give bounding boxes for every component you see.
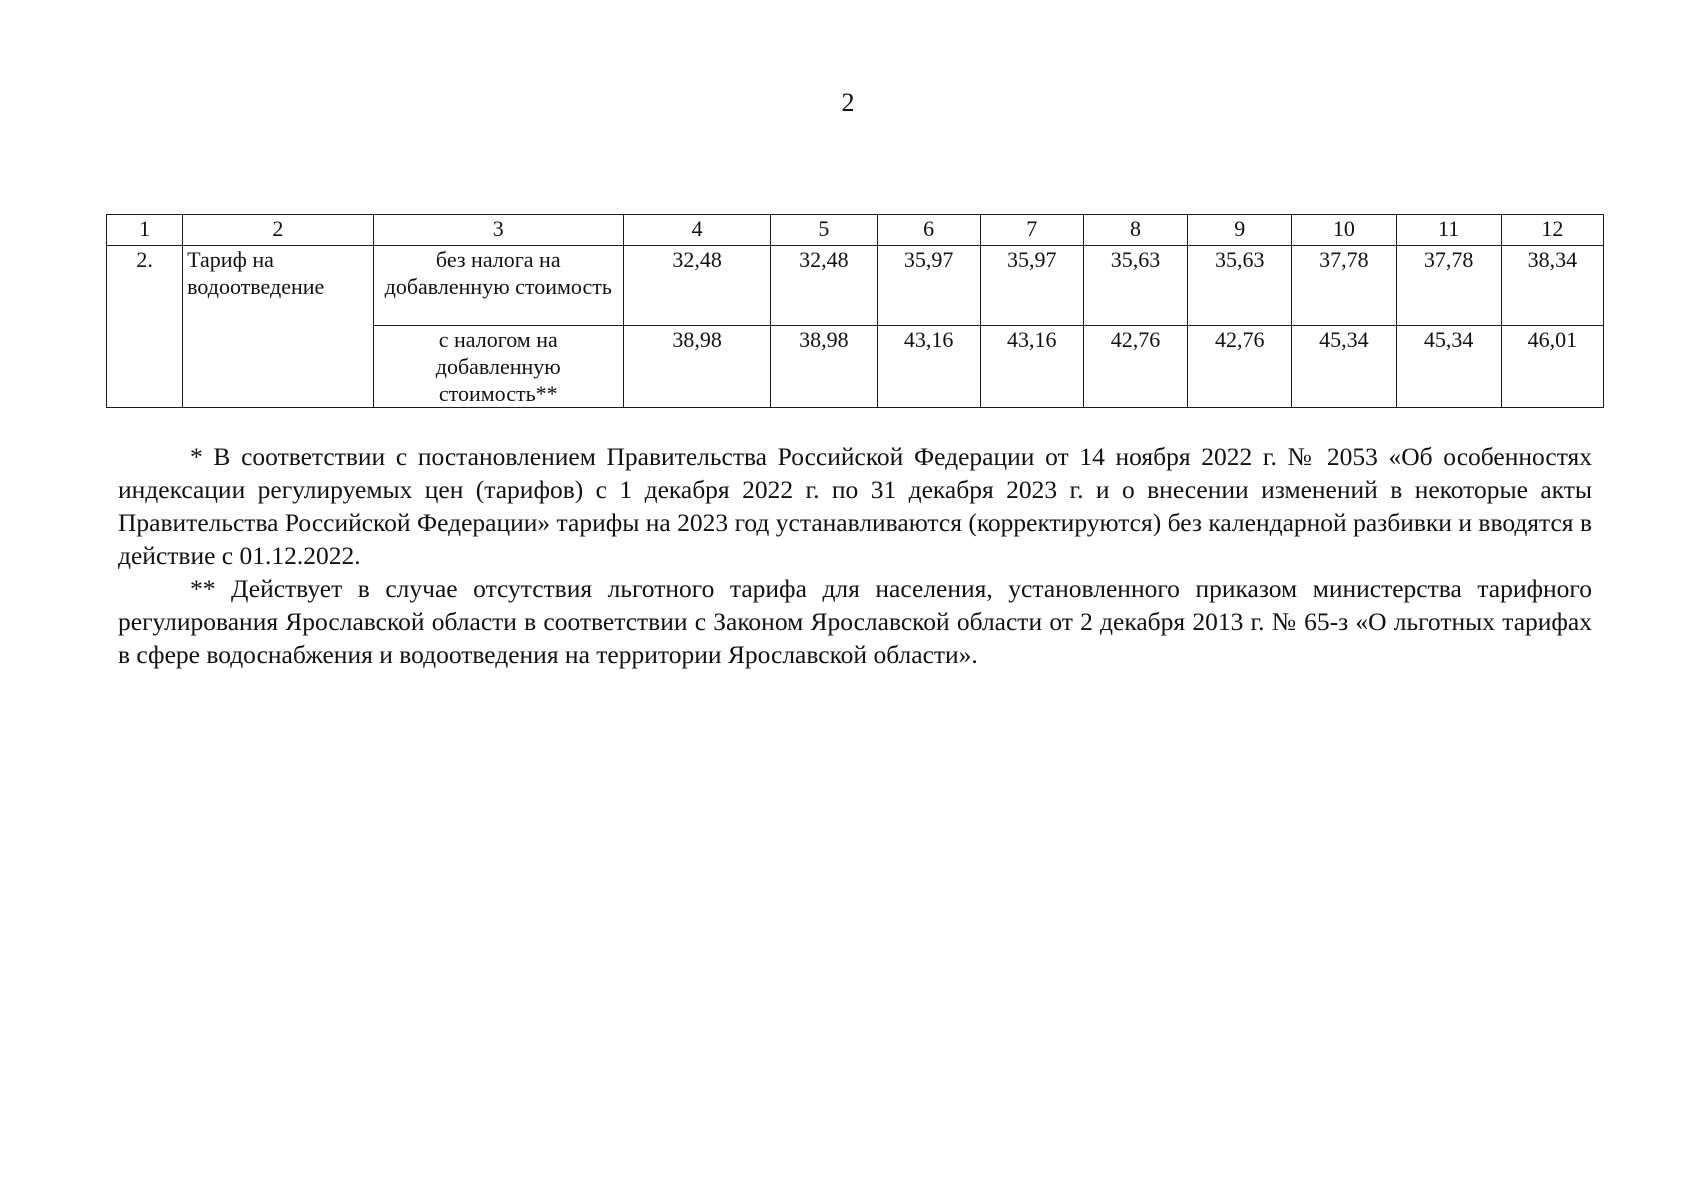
table-header-cell: 5 [771, 215, 877, 246]
tariff-table [106, 214, 1604, 408]
table-cell: 42,76 [1188, 326, 1292, 408]
table-cell: 35,63 [1083, 246, 1187, 326]
table-cell: 32,48 [771, 246, 877, 326]
row-number: 2. [107, 246, 183, 408]
table-header-cell: 9 [1188, 215, 1292, 246]
table-cell: 32,48 [624, 246, 771, 326]
table-header-cell: 1 [107, 215, 183, 246]
footnote-vat-indexation: * В соответствии с постановлением Правительства Российской Федерации от 14 ноября 2022 г. № 2053 «Об особенностях индексации регулируемых цен (тарифов) с 1 декабря 2022 г. по 31 декабря 2023 г. и о внесении изменений в некоторые акты Правительства Российской Федерации» тарифы на 2023 год устанавливаются (корректируются) без календарной разбивки и вводятся в действие с 01.12.2022. [118, 442, 1592, 570]
table-row [107, 246, 1604, 326]
table-cell: 43,16 [980, 326, 1083, 408]
table-cell: 37,78 [1292, 246, 1396, 326]
table-header-cell: 3 [373, 215, 624, 246]
table-header-cell: 12 [1501, 215, 1603, 246]
table-header-cell: 6 [877, 215, 980, 246]
table-cell: 37,78 [1396, 246, 1501, 326]
table-cell: 35,63 [1188, 246, 1292, 326]
table-header-cell: 11 [1396, 215, 1501, 246]
tariff-name: Тариф на водоотведение [183, 246, 373, 408]
table-cell: 46,01 [1501, 326, 1603, 408]
table-cell: 45,34 [1292, 326, 1396, 408]
table-header-cell: 10 [1292, 215, 1396, 246]
table-cell: 38,98 [624, 326, 771, 408]
table-header-cell: 8 [1083, 215, 1187, 246]
table-header-cell: 7 [980, 215, 1083, 246]
table-header-cell: 4 [624, 215, 771, 246]
page-number: 2 [841, 88, 855, 117]
table-cell: 42,76 [1083, 326, 1187, 408]
table-cell: 43,16 [877, 326, 980, 408]
table-header-row [107, 215, 1604, 246]
table-cell: 38,34 [1501, 246, 1603, 326]
footnotes [118, 440, 1592, 671]
table-header-cell: 2 [183, 215, 373, 246]
tariff-kind-with-vat: с налогом на добавленную стоимость** [373, 326, 624, 408]
table-cell: 45,34 [1396, 326, 1501, 408]
table-cell: 38,98 [771, 326, 877, 408]
table-cell: 35,97 [877, 246, 980, 326]
table-cell: 35,97 [980, 246, 1083, 326]
tariff-kind-no-vat: без налога на добавленную стоимость [373, 246, 624, 326]
footnote-preferential-tariff: ** Действует в случае отсутствия льготного тарифа для населения, установленного приказом министерства тарифного регулирования Ярославской области в соответствии с Законом Ярославской области от 2 декабря 2013 г. № 65-з «О льготных тарифах в сфере водоснабжения и водоотведения на территории Ярославской области». [118, 574, 1592, 669]
